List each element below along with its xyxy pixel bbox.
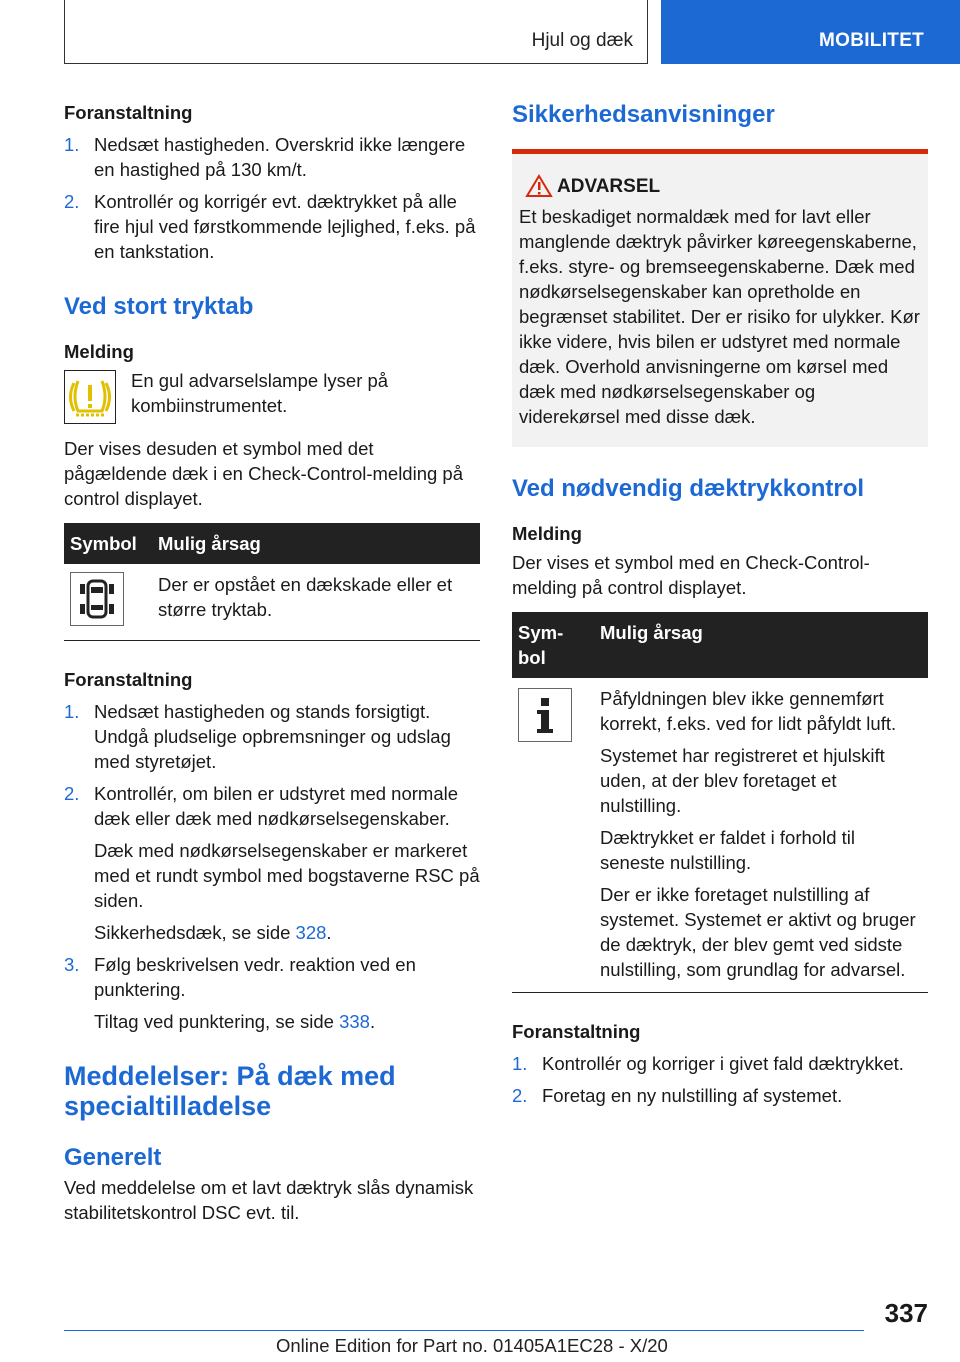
message-heading: Melding [64, 341, 134, 362]
car-damaged-tire-icon [70, 572, 124, 626]
table-cell: Påfyldningen blev ikke gennemført korrekt, f.eks. ved for lidt påfyldt luft. Systemet har registreret et hjulskift uden, at der blev foretaget et nulstilling. Dæktrykket er faldet i forhold til seneste nulstilling. Der er ikke foretaget nulstilling af systemet. Systemet er aktivt og bruger de dæktryk, der blev gemt ved sidste nulstilling, som grundlag for advarsel. [594, 678, 928, 993]
table-header: Symbol [64, 523, 152, 564]
header-box [64, 0, 648, 64]
table-header: Sym-bol [512, 612, 594, 678]
message-block [64, 368, 480, 428]
heading-special: Meddelelser: På dæk med specialtilladelse [64, 1061, 396, 1121]
message-heading: Melding [512, 523, 582, 544]
chapter-tab[interactable]: MOBILITET [661, 0, 960, 64]
info-icon [518, 688, 572, 742]
measures-list [64, 699, 480, 1034]
warning-triangle-icon [525, 174, 553, 198]
table-row [64, 564, 480, 641]
footer-edition: Online Edition for Part no. 01405A1EC28 - X/20 [276, 1335, 668, 1356]
measures-list [512, 1051, 928, 1108]
footer-divider [64, 1330, 864, 1331]
heading-reset: Ved nødvendig dæktrykkontrol [512, 475, 865, 502]
tire-pressure-warning-icon [64, 370, 116, 424]
section-title: Hjul og dæk [531, 30, 633, 51]
list-item: 1. Kontrollér og korriger i givet fald dæktrykket. [512, 1053, 904, 1074]
message-text: En gul advarselslampe lyser på kombiinstrumentet. [131, 370, 389, 416]
list-item: 3. Følg beskrivelsen vedr. reaktion ved en punktering. Tiltag ved punktering, se side 338. [64, 954, 416, 1032]
measures-list [64, 132, 480, 264]
table-header: Mulig årsag [152, 523, 480, 564]
symbol-table [64, 523, 480, 641]
message-text: Der vises et symbol med en Check-Control-melding på control displayet. [512, 552, 870, 598]
list-item: 2. Kontrollér, om bilen er udstyret med normale dæk eller dæk med nødkørselsegenskaber. Dæk med nødkørselsegenskaber er markeret med et rundt symbol med bogstaverne RSC på siden. Sikkerhedsdæk, se side 328. [64, 783, 480, 943]
heading-safety: Sikkerhedsanvisninger [512, 101, 775, 128]
right-column [512, 100, 928, 1115]
general-text: Ved meddelelse om et lavt dæktryk slås dynamisk stabilitetskontrol DSC evt. til. [64, 1177, 474, 1223]
warning-box [512, 149, 928, 447]
table-cell: Der er opstået en dækskade eller et større tryktab. [152, 564, 480, 641]
symbol-table [512, 612, 928, 993]
table-row [512, 678, 928, 993]
heading-general: Generelt [64, 1144, 162, 1171]
list-item: 1. Nedsæt hastigheden og stands forsigtigt. Undgå pludselige opbremsninger og udslag med styretøjet. [64, 701, 451, 772]
page-link[interactable]: 328 [295, 922, 327, 943]
warning-title: ADVARSEL [519, 174, 921, 199]
measures-heading: Foranstaltning [512, 1021, 641, 1042]
table-header: Mulig årsag [594, 612, 928, 678]
warning-text: Et beskadiget normaldæk med for lavt eller manglende dæktryk påvirker køreegenskaberne, f.eks. styre- og bremseegenskaberne. Dæk med nødkørselsegenskaber kan opretholde en begrænset stabilitet. Der er risiko for ulykker. Kør ikke videre, hvis bilen er udstyret med normale dæk. Overhold anvisningerne om kørsel med dæk med nødkørselsegenskaber og viderekørsel med disse dæk. [519, 206, 920, 427]
page-link[interactable]: 338 [339, 1011, 370, 1032]
left-column [64, 100, 480, 1225]
list-item: 2. Foretag en ny nulstilling af systemet. [512, 1085, 843, 1106]
measures-heading: Foranstaltning [64, 669, 193, 690]
heading-big-loss: Ved stort tryktab [64, 293, 254, 320]
list-item: 1. Nedsæt hastigheden. Overskrid ikke længere en hastighed på 130 km/t. [64, 134, 466, 180]
measures-heading: Foranstaltning [64, 102, 193, 123]
list-item: 2. Kontrollér og korrigér evt. dæktrykket på alle fire hjul ved førstkommende lejlighed, f.eks. på en tankstation. [64, 191, 476, 262]
extra-text: Der vises desuden et symbol med det pågældende dæk i en Check-Control-melding på control displayet. [64, 438, 464, 509]
page-number: 337 [884, 1298, 928, 1328]
